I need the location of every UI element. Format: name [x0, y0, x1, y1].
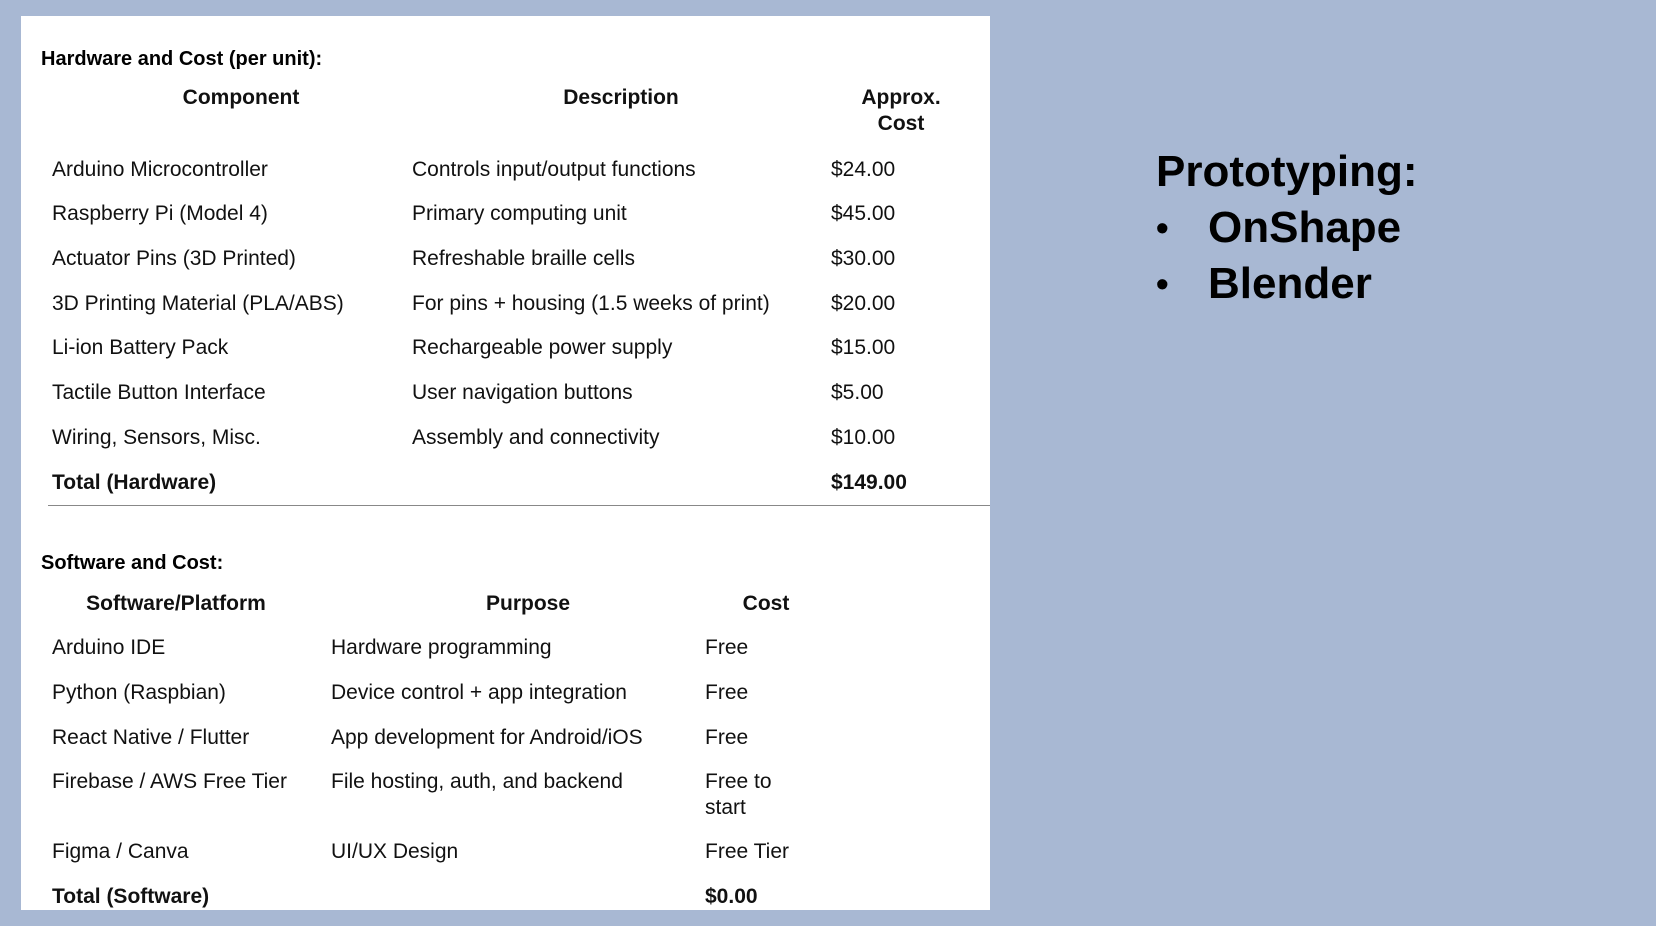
cost-panel — [21, 16, 990, 910]
bullet-icon: • — [1156, 207, 1169, 248]
prototyping-list — [1156, 144, 1418, 312]
hardware-row-7-description: Assembly and connectivity — [412, 426, 660, 449]
hardware-row-3-cost: $30.00 — [831, 247, 896, 270]
hardware-header-cost: Approx. Cost — [861, 86, 941, 135]
hardware-row-5-cost: $15.00 — [831, 336, 896, 359]
hardware-row-6-cost: $5.00 — [831, 381, 884, 404]
software-total-cost: $0.00 — [705, 885, 758, 908]
hardware-row-2-cost: $45.00 — [831, 202, 896, 225]
bullet-icon: • — [1156, 263, 1169, 304]
hardware-row-2-component: Raspberry Pi (Model 4) — [52, 202, 268, 225]
hardware-row-1-component: Arduino Microcontroller — [52, 158, 268, 181]
software-row-3-purpose: App development for Android/iOS — [331, 726, 643, 749]
software-row-2-cost: Free — [705, 681, 749, 704]
software-row-5-platform: Figma / Canva — [52, 840, 189, 863]
hardware-total-cost: $149.00 — [831, 471, 907, 494]
hardware-row-4-description: For pins + housing (1.5 weeks of print) — [412, 292, 770, 315]
software-row-4-purpose: File hosting, auth, and backend — [331, 770, 623, 793]
hardware-row-6-component: Tactile Button Interface — [52, 381, 266, 404]
hardware-header-component: Component — [182, 86, 300, 109]
hardware-header-description: Description — [563, 86, 679, 109]
hardware-row-5-description: Rechargeable power supply — [412, 336, 673, 359]
software-row-4-platform: Firebase / AWS Free Tier — [52, 770, 287, 793]
software-row-2-platform: Python (Raspbian) — [52, 681, 226, 704]
software-row-1-platform: Arduino IDE — [52, 636, 166, 659]
software-row-3-cost: Free — [705, 726, 749, 749]
software-row-3-platform: React Native / Flutter — [52, 726, 250, 749]
hardware-row-2-description: Primary computing unit — [412, 202, 627, 225]
prototyping-item — [1156, 256, 1418, 312]
hardware-row-3-description: Refreshable braille cells — [412, 247, 635, 270]
hardware-row-4-component: 3D Printing Material (PLA/ABS) — [52, 292, 344, 315]
hardware-total-label: Total (Hardware) — [52, 471, 217, 494]
hardware-row-4-cost: $20.00 — [831, 292, 896, 315]
software-row-2-purpose: Device control + app integration — [331, 681, 627, 704]
hardware-row-5-component: Li-ion Battery Pack — [52, 336, 229, 359]
software-header-purpose: Purpose — [485, 592, 571, 615]
software-row-1-cost: Free — [705, 636, 749, 659]
prototyping-item-label: Blender — [1208, 259, 1372, 308]
software-row-1-purpose: Hardware programming — [331, 636, 552, 659]
software-header-cost: Cost — [742, 592, 790, 615]
prototyping-item — [1156, 200, 1418, 256]
hardware-row-1-cost: $24.00 — [831, 158, 896, 181]
hardware-row-1-description: Controls input/output functions — [412, 158, 696, 181]
software-row-5-purpose: UI/UX Design — [331, 840, 459, 863]
prototyping-item-label: OnShape — [1208, 203, 1402, 252]
prototyping-title: Prototyping: — [1156, 147, 1418, 196]
software-header-platform: Software/Platform — [86, 592, 266, 615]
software-section-title: Software and Cost: — [41, 552, 224, 574]
hardware-section-title: Hardware and Cost (per unit): — [41, 48, 323, 70]
software-row-4-cost: Free to start — [705, 770, 772, 819]
software-row-5-cost: Free Tier — [705, 840, 790, 863]
hardware-row-7-component: Wiring, Sensors, Misc. — [52, 426, 261, 449]
software-total-label: Total (Software) — [52, 885, 210, 908]
hardware-row-7-cost: $10.00 — [831, 426, 896, 449]
hardware-row-6-description: User navigation buttons — [412, 381, 633, 404]
section-divider — [48, 505, 990, 506]
hardware-row-3-component: Actuator Pins (3D Printed) — [52, 247, 296, 270]
